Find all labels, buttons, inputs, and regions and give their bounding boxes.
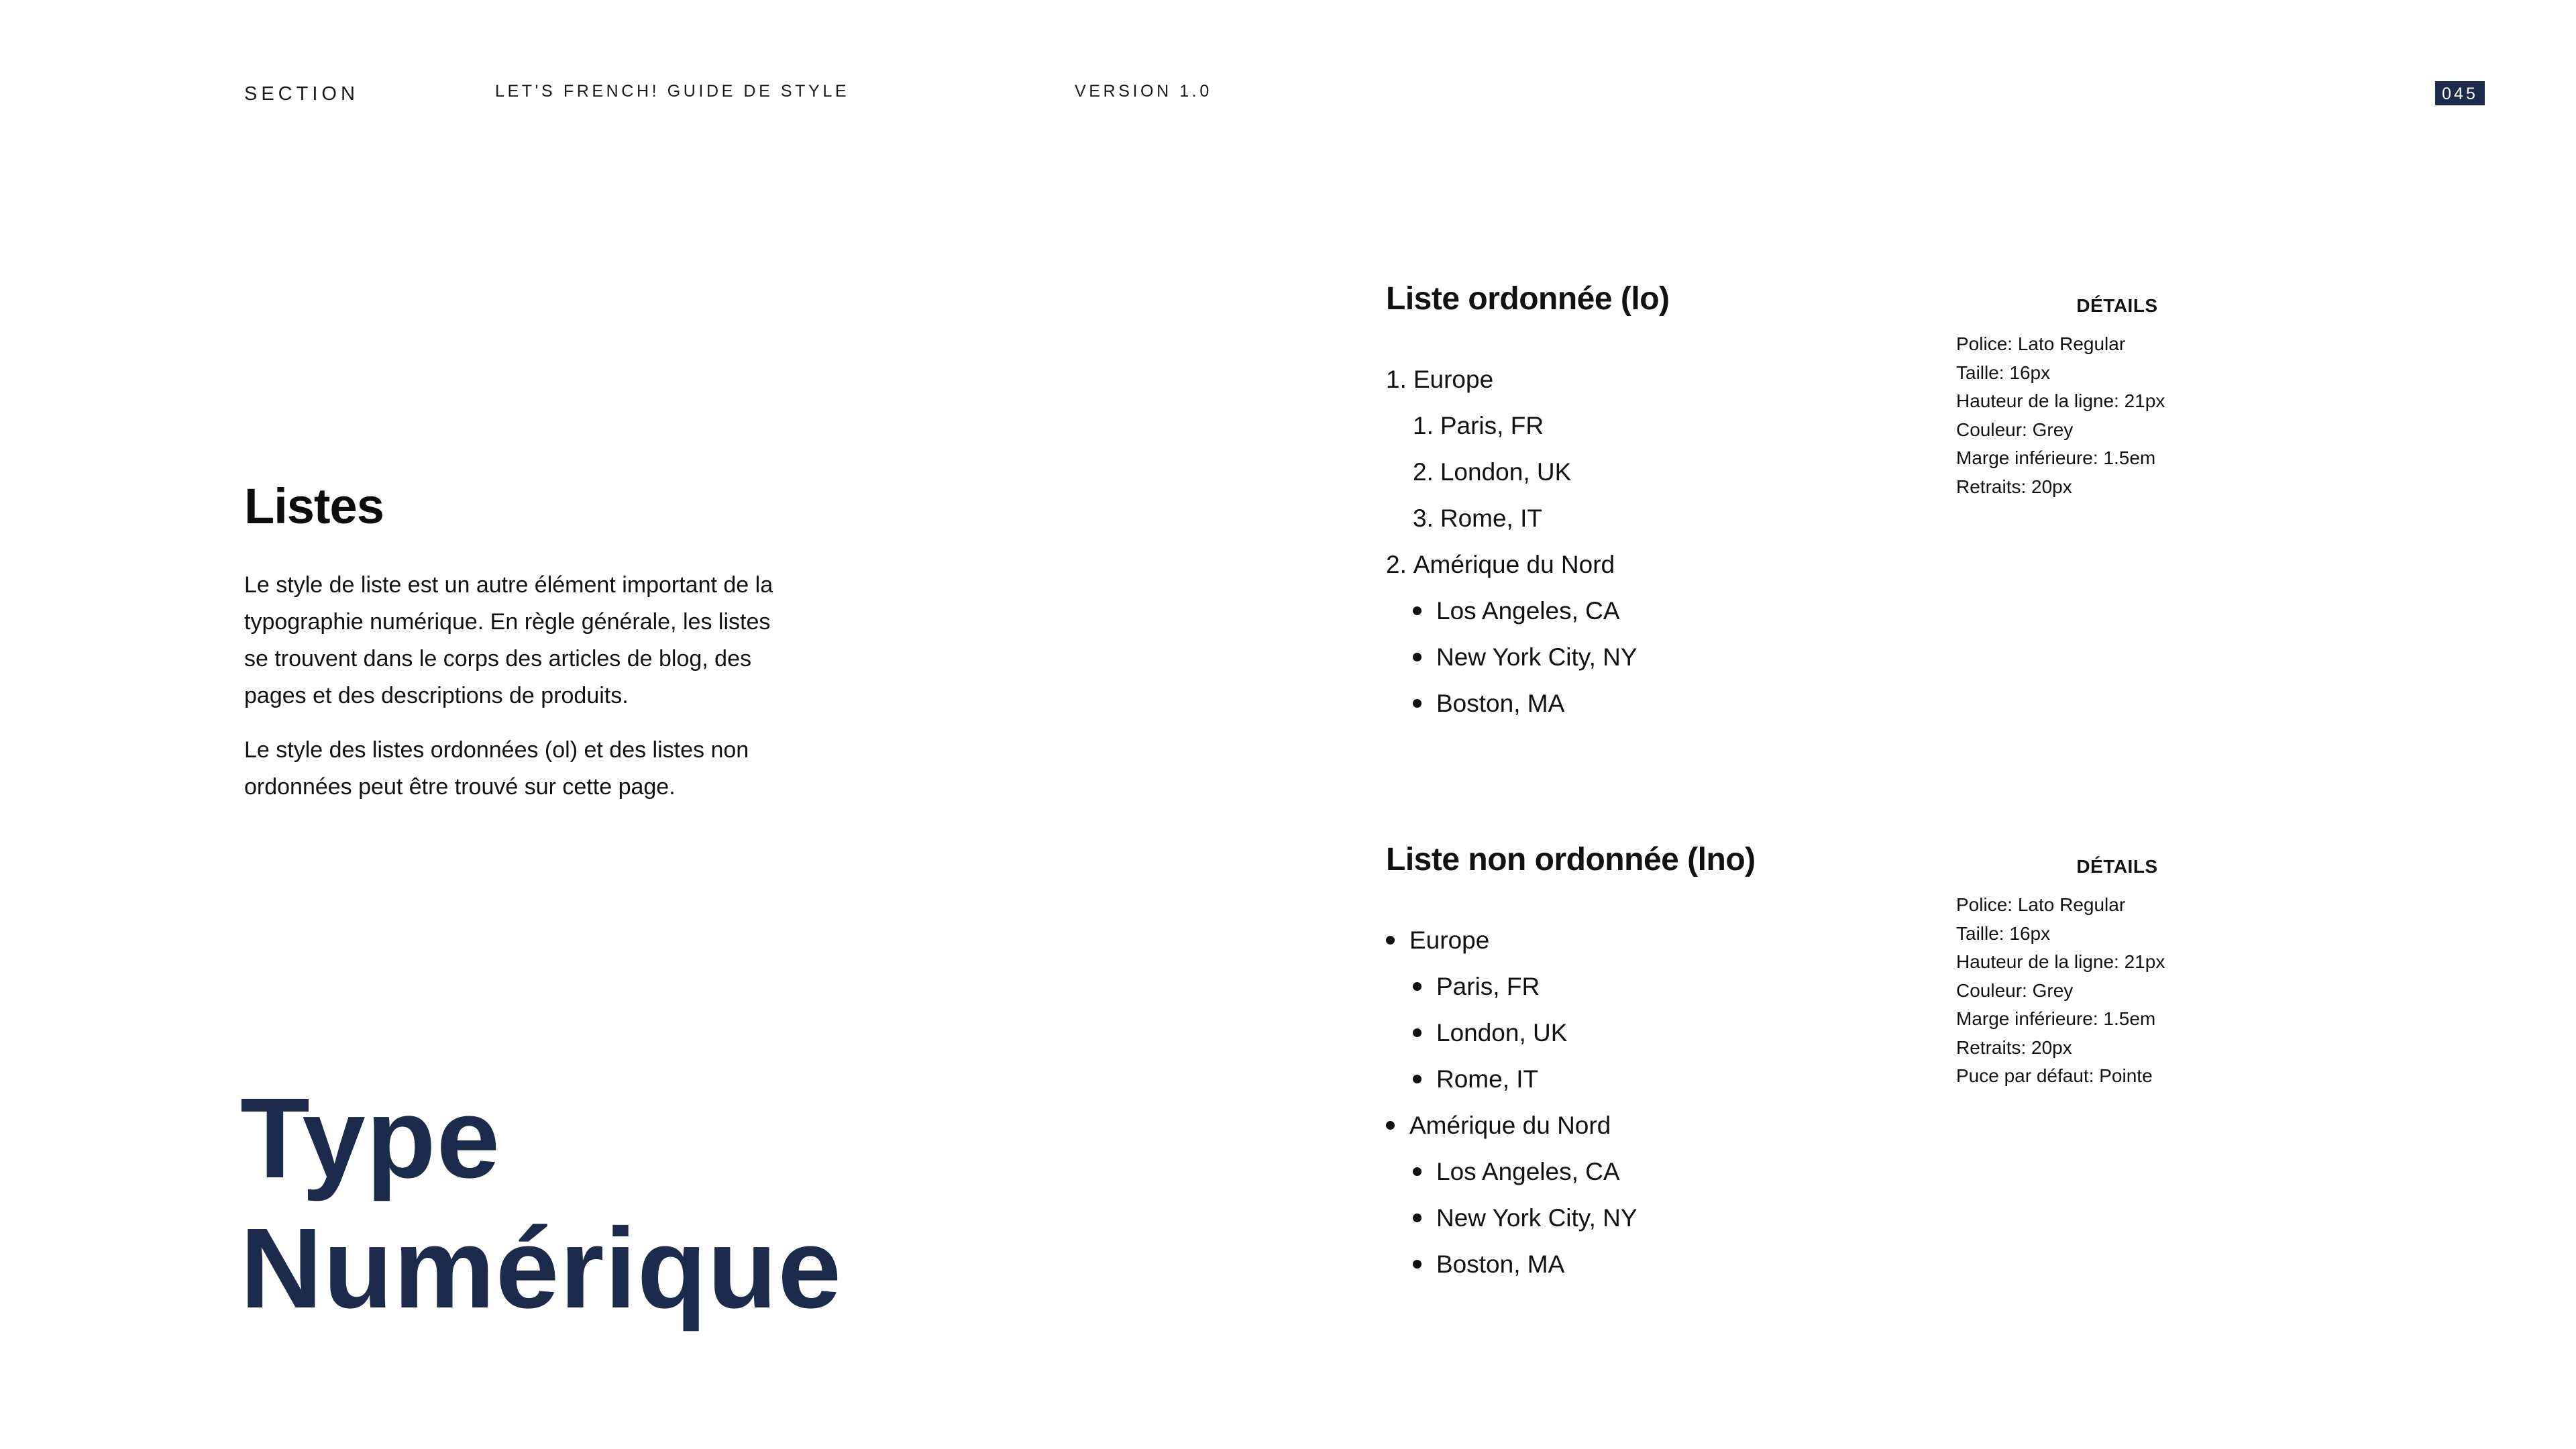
big-title-line: Numérique [240, 1205, 842, 1332]
list-item-text: Paris, FR [1436, 973, 1540, 1000]
list-item-text: Boston, MA [1436, 690, 1565, 717]
list-number: 3. [1413, 504, 1434, 532]
unordered-list-item [1413, 1203, 1638, 1233]
list-item-text: Amérique du Nord [1409, 1112, 1611, 1139]
details-line: Police: Lato Regular [1956, 894, 2126, 915]
list-item-text: Boston, MA [1436, 1250, 1565, 1278]
ordered-list-title: Liste ordonnée (lo) [1386, 281, 1670, 317]
details-line: Taille: 16px [1956, 922, 2051, 944]
list-item-text: Paris, FR [1440, 412, 1544, 439]
list-item-text: Europe [1413, 366, 1494, 393]
details-line: Hauteur de la ligne: 21px [1956, 951, 2165, 972]
list-item-text: Rome, IT [1436, 1065, 1539, 1093]
details-heading: DÉTAILS [2076, 295, 2158, 316]
header-section-label: SECTION [244, 83, 359, 105]
list-item-text: Amérique du Nord [1413, 551, 1615, 578]
bullet-dot-icon [1413, 1075, 1421, 1083]
list-number: 1. [1386, 366, 1407, 393]
details-line: Marge inférieure: 1.5em [1956, 1008, 2156, 1029]
bullet-dot-icon [1413, 606, 1421, 615]
unordered-list-title: Liste non ordonnée (lno) [1386, 842, 1756, 877]
bullet-dot-icon [1413, 699, 1421, 708]
list-item-text: Los Angeles, CA [1436, 1158, 1620, 1185]
unordered-list-item [1413, 1250, 1564, 1279]
list-item-text: London, UK [1440, 458, 1572, 486]
section-title: Listes [244, 478, 384, 534]
intro-paragraph: Le style de liste est un autre élément important de la typographie numérique. En règle générale, les listes se trouvent dans le corps des articles de blog, des pages et des descriptions de produits. [244, 572, 773, 708]
big-title-line: Type [240, 1075, 501, 1202]
unordered-list-item [1413, 1157, 1620, 1187]
page-number-badge: 045 [2435, 81, 2485, 105]
bullet-dot-icon [1413, 653, 1421, 661]
details-line: Retraits: 20px [1956, 1036, 2072, 1058]
list-number: 1. [1413, 412, 1434, 439]
list-number: 2. [1386, 551, 1407, 578]
details-line: Puce par défaut: Pointe [1956, 1065, 2153, 1086]
bullet-dot-icon [1413, 982, 1421, 991]
details-line: Couleur: Grey [1956, 979, 2074, 1001]
details-line: Marge inférieure: 1.5em [1956, 447, 2156, 468]
list-item-text: London, UK [1436, 1019, 1568, 1046]
list-item-text: New York City, NY [1436, 1204, 1638, 1232]
details-heading: DÉTAILS [2076, 856, 2158, 877]
list-item-text: Europe [1409, 926, 1490, 954]
details-line: Taille: 16px [1956, 362, 2051, 383]
list-number: 2. [1413, 458, 1434, 486]
ordered-list-item [1413, 643, 1638, 672]
list-item-text: Rome, IT [1440, 504, 1542, 532]
unordered-list-item [1413, 1065, 1538, 1094]
details-line: Police: Lato Regular [1956, 333, 2126, 354]
details-line: Couleur: Grey [1956, 419, 2074, 440]
ordered-list-item [1413, 458, 1571, 487]
unordered-list-details [1956, 856, 2238, 1091]
bullet-dot-icon [1413, 1167, 1421, 1176]
details-line: Hauteur de la ligne: 21px [1956, 390, 2165, 411]
header-guide-title: LET'S FRENCH! GUIDE DE STYLE [495, 82, 850, 101]
unordered-list-item [1413, 1018, 1567, 1048]
bullet-dot-icon [1413, 1214, 1421, 1222]
unordered-list-item [1413, 972, 1540, 1002]
ordered-list-item [1413, 596, 1620, 626]
bullet-dot-icon [1386, 936, 1395, 945]
intro-paragraph: Le style des listes ordonnées (ol) et des listes non ordonnées peut être trouvé sur cette page. [244, 737, 749, 800]
unordered-list-item [1386, 926, 1489, 955]
ordered-list-item [1413, 411, 1544, 441]
ordered-list-item [1386, 365, 1493, 394]
bullet-dot-icon [1413, 1260, 1421, 1269]
bullet-dot-icon [1413, 1028, 1421, 1037]
header-version: VERSION 1.0 [1075, 82, 1212, 101]
details-line: Retraits: 20px [1956, 476, 2072, 497]
ordered-list-item [1413, 689, 1564, 718]
ordered-list-details [1956, 295, 2238, 501]
list-item-text: New York City, NY [1436, 643, 1638, 671]
bullet-dot-icon [1386, 1121, 1395, 1130]
ordered-list-item [1413, 504, 1542, 533]
list-item-text: Los Angeles, CA [1436, 597, 1620, 625]
ordered-list-item [1386, 550, 1615, 580]
unordered-list-item [1386, 1111, 1611, 1140]
